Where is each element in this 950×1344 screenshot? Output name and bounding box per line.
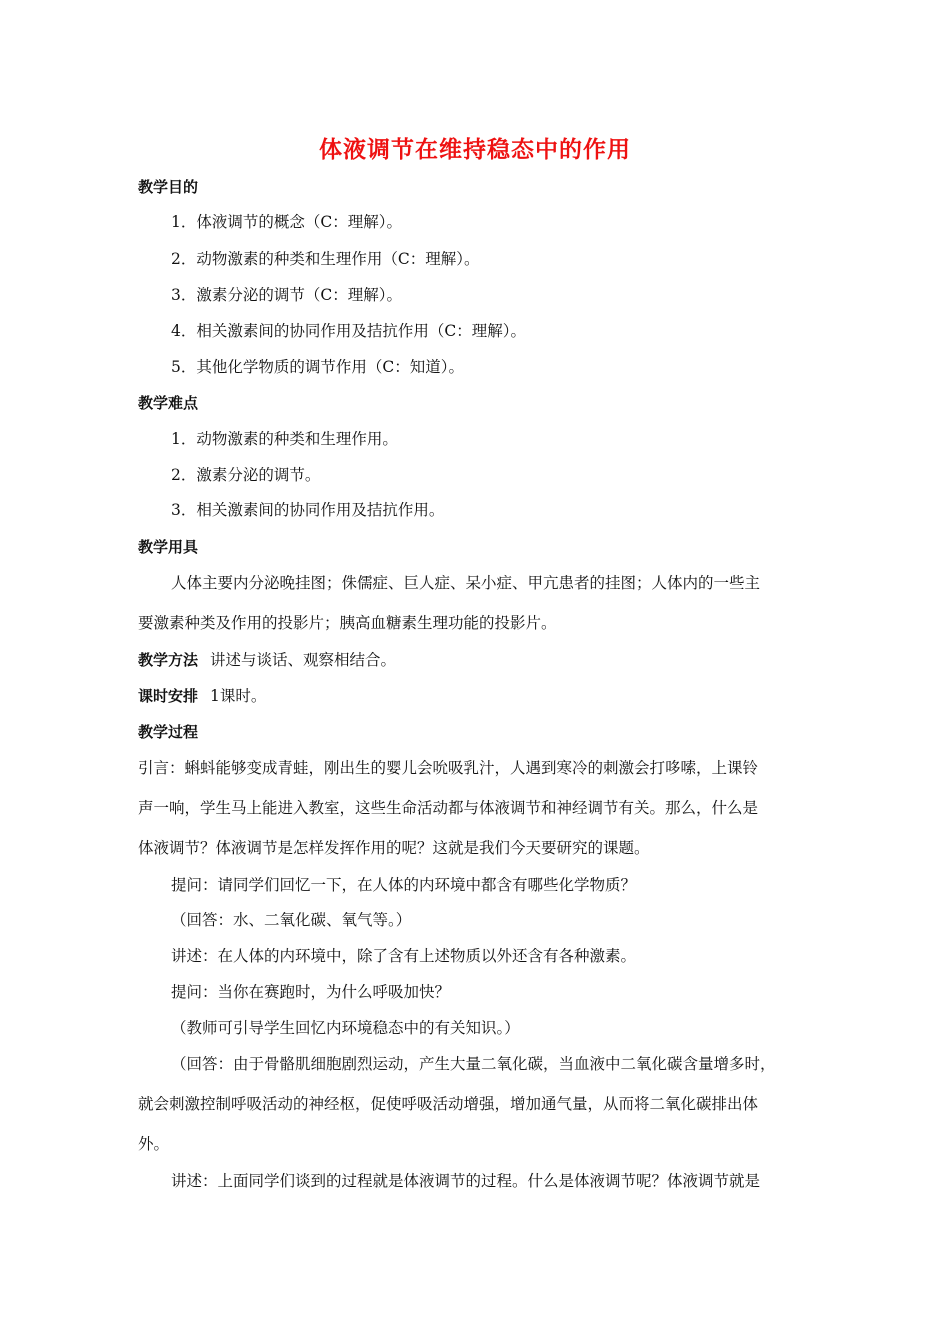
objective-item: 5．其他化学物质的调节作用（C：知道）。 bbox=[171, 358, 464, 376]
objective-item: 2．动物激素的种类和生理作用（C：理解）。 bbox=[171, 250, 480, 268]
objectives-heading: 教学目的 bbox=[138, 178, 199, 196]
answer-text: 外。 bbox=[138, 1135, 170, 1153]
objective-item: 4．相关激素间的协同作用及拮抗作用（C：理解）。 bbox=[171, 322, 526, 340]
objective-item: 3．激素分泌的调节（C：理解）。 bbox=[171, 286, 402, 304]
difficulty-item: 1．动物激素的种类和生理作用。 bbox=[171, 430, 398, 448]
objective-item: 1．体液调节的概念（C：理解）。 bbox=[171, 213, 402, 231]
question-text: 提问：请同学们回忆一下，在人体的内环境中都含有哪些化学物质？ bbox=[171, 876, 637, 894]
difficulty-item: 2．激素分泌的调节。 bbox=[171, 466, 321, 484]
method-value: 讲述与谈话、观察相结合。 bbox=[210, 651, 397, 669]
schedule-row bbox=[138, 686, 266, 706]
intro-text: 声一响，学生马上能进入教室，这些生命活动都与体液调节和神经调节有关。那么，什么是 bbox=[138, 799, 759, 817]
page-title: 体液调节在维持稳态中的作用 bbox=[319, 137, 631, 163]
difficulties-heading: 教学难点 bbox=[138, 394, 199, 412]
intro-text: 引言：蝌蚪能够变成青蛙，刚出生的婴儿会吮吸乳汁，人遇到寒冷的刺激会打哆嗦，上课铃 bbox=[138, 759, 759, 777]
lecture-text: 讲述：上面同学们谈到的过程就是体液调节的过程。什么是体液调节呢？体液调节就是 bbox=[171, 1172, 761, 1190]
method-label: 教学方法 bbox=[138, 651, 199, 669]
method-row bbox=[138, 650, 396, 670]
question-text: 提问：当你在赛跑时，为什么呼吸加快？ bbox=[171, 983, 451, 1001]
answer-text: （回答：水、二氧化碳、氧气等。） bbox=[171, 911, 412, 929]
hint-text: （教师可引导学生回忆内环境稳态中的有关知识。） bbox=[171, 1019, 520, 1037]
tools-text: 人体主要内分泌晚挂图；侏儒症、巨人症、呆小症、甲亢患者的挂图；人体内的一些主 bbox=[171, 574, 761, 592]
answer-text: （回答：由于骨骼肌细胞剧烈运动，产生大量二氧化碳，当血液中二氧化碳含量增多时， bbox=[171, 1055, 776, 1073]
lecture-text: 讲述：在人体的内环境中，除了含有上述物质以外还含有各种激素。 bbox=[171, 947, 637, 965]
answer-text: 就会刺激控制呼吸活动的神经枢，促使呼吸活动增强，增加通气量，从而将二氧化碳排出体 bbox=[138, 1095, 759, 1113]
difficulty-item: 3．相关激素间的协同作用及拮抗作用。 bbox=[171, 501, 445, 519]
tools-heading: 教学用具 bbox=[138, 538, 199, 556]
intro-text: 体液调节？体液调节是怎样发挥作用的呢？这就是我们今天要研究的课题。 bbox=[138, 839, 650, 857]
schedule-value: 1课时。 bbox=[210, 687, 267, 705]
process-heading: 教学过程 bbox=[138, 723, 199, 741]
schedule-label: 课时安排 bbox=[138, 687, 199, 705]
tools-text: 要激素种类及作用的投影片；胰高血糖素生理功能的投影片。 bbox=[138, 614, 557, 632]
